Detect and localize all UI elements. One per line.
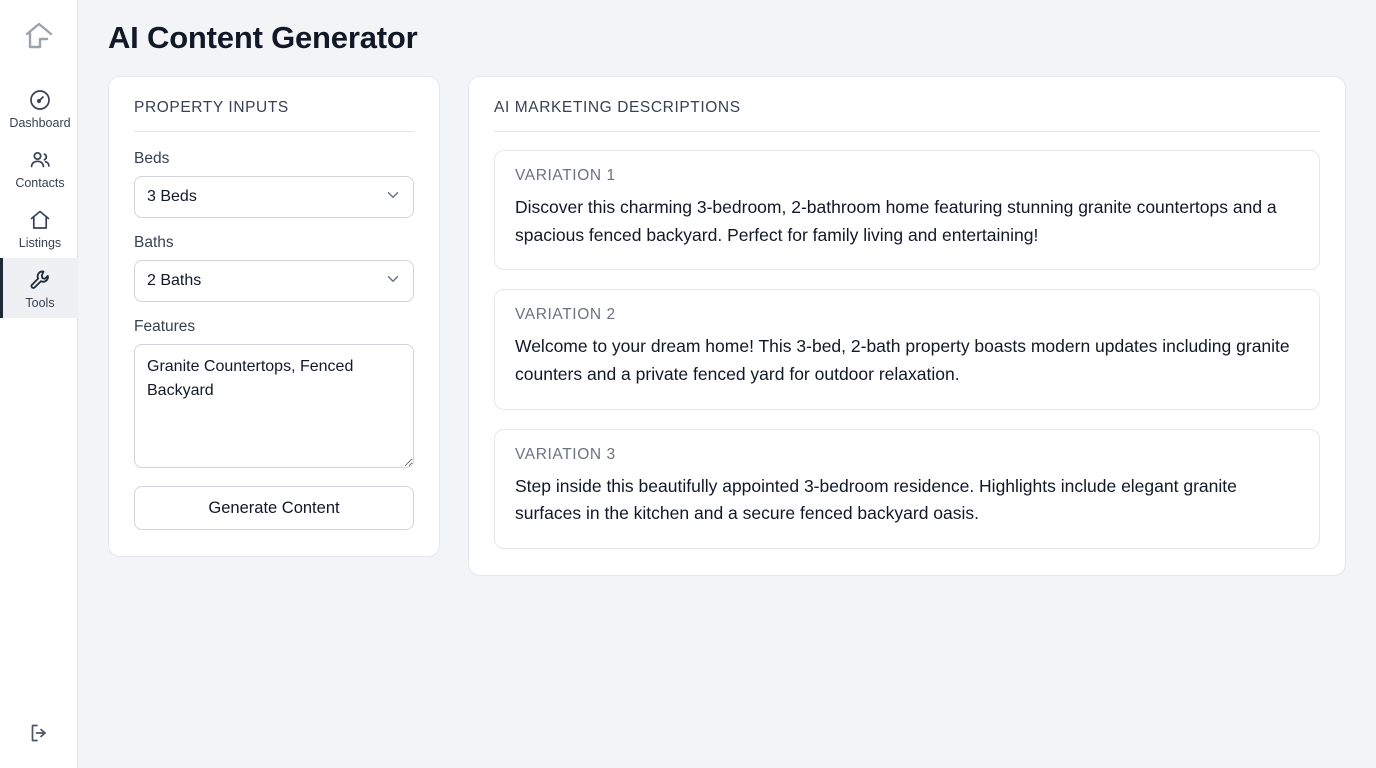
variation-title: VARIATION 3 <box>515 445 616 463</box>
variation-text: Discover this charming 3-bedroom, 2-bathroom home featuring stunning granite countertops and a spacious fenced backyard. Perfect for family living and entertaining! <box>515 197 1277 245</box>
ai-descriptions-heading: AI MARKETING DESCRIPTIONS <box>494 99 1320 132</box>
tools-wrench-icon <box>27 267 53 293</box>
beds-label: Beds <box>134 150 170 167</box>
baths-select-wrap <box>134 260 414 302</box>
sidebar-item-tools[interactable] <box>0 258 78 318</box>
variation-card <box>494 289 1320 409</box>
sidebar-item-label: Listings <box>18 236 62 250</box>
sidebar-item-label: Contacts <box>15 176 65 190</box>
variation-title: VARIATION 1 <box>515 167 616 184</box>
logout-button[interactable] <box>0 721 78 750</box>
contacts-icon <box>27 147 53 173</box>
content-columns <box>108 76 1346 576</box>
logout-icon <box>27 721 51 750</box>
variation-text: Step inside this beautifully appointed 3-bedroom residence. Highlights include elegant granite surfaces in the kitchen and a secure fenced backyard oasis. <box>515 475 1237 524</box>
listings-home-icon <box>27 207 53 233</box>
beds-select-wrap <box>134 176 414 218</box>
generate-content-button[interactable]: Generate Content <box>134 486 414 530</box>
sidebar-item-dashboard[interactable] <box>0 78 78 138</box>
sidebar-item-contacts[interactable] <box>0 138 78 198</box>
house-logo-icon <box>17 14 61 58</box>
sidebar-nav <box>0 78 78 318</box>
dashboard-icon <box>27 87 53 113</box>
property-inputs-heading: PROPERTY INPUTS <box>134 99 414 132</box>
baths-label: Baths <box>134 234 174 251</box>
variation-card <box>494 429 1320 549</box>
property-inputs-panel <box>108 76 440 557</box>
sidebar-item-label: Tools <box>25 296 55 310</box>
baths-select[interactable]: 2 Baths <box>134 260 414 302</box>
main-content <box>78 0 1376 768</box>
sidebar-item-label: Dashboard <box>9 116 71 130</box>
beds-select[interactable]: 3 Beds <box>134 176 414 218</box>
variation-title: VARIATION 2 <box>515 306 616 324</box>
variation-card <box>494 150 1320 270</box>
features-label: Features <box>134 318 196 335</box>
sidebar <box>0 0 78 768</box>
page-title: AI Content Generator <box>108 20 418 55</box>
ai-descriptions-panel <box>468 76 1346 576</box>
features-input[interactable] <box>134 344 414 468</box>
sidebar-item-listings[interactable] <box>0 198 78 258</box>
variation-text: Welcome to your dream home! This 3-bed, 2-bath property boasts modern updates including granite counters and a private fenced yard for outdoor relaxation. <box>515 336 1290 384</box>
